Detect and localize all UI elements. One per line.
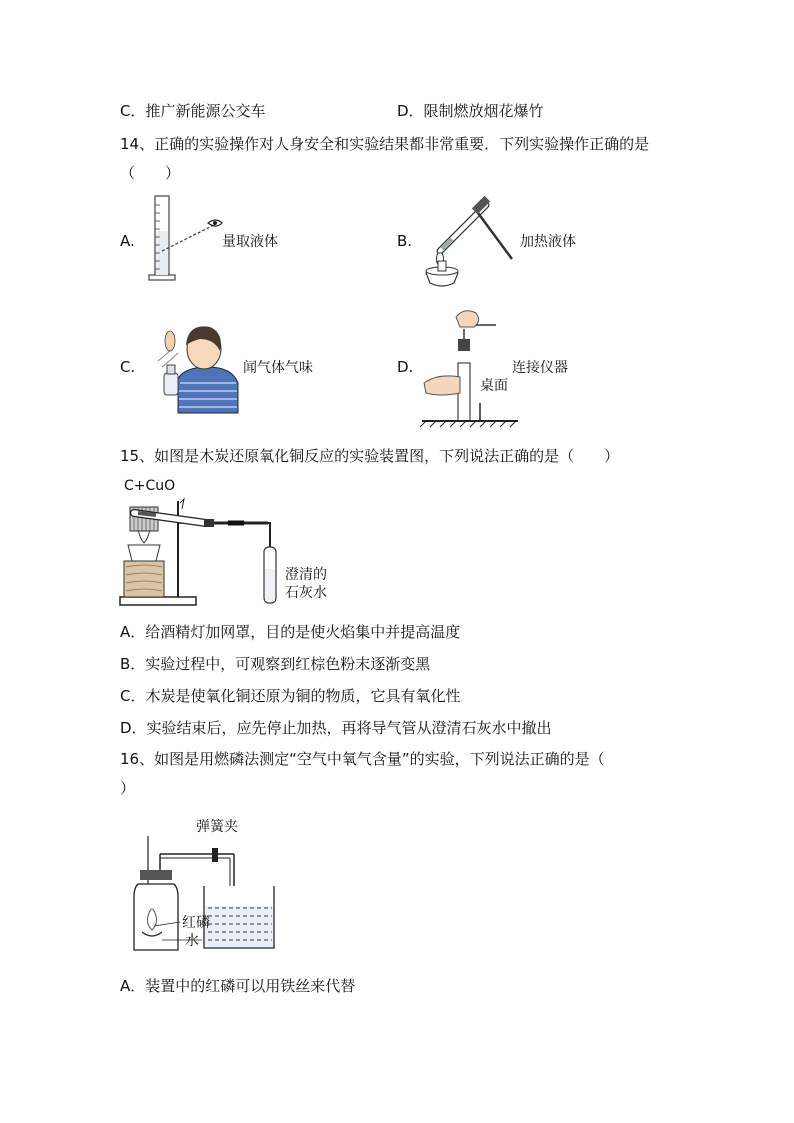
q15-option-c: C．木炭是使氧化铜还原为铜的物质，它具有氧化性 (120, 687, 461, 705)
heating-liquid-figure (422, 191, 522, 295)
fig-label-water: 水 (185, 933, 199, 949)
q14-option-a-letter: A. (120, 232, 135, 250)
q13-option-c: C．推广新能源公交车 (120, 102, 266, 120)
q14-option-d-letter: D. (397, 358, 414, 376)
fig-label-limewater-2: 石灰水 (285, 585, 327, 601)
q15-option-a: A．给酒精灯加网罩，目的是使火焰集中并提高温度 (120, 623, 461, 641)
fig-label-red-phosphorus: 红磷 (182, 915, 210, 931)
q15-stem: 15、如图是木炭还原氧化铜反应的实验装置图，下列说法正确的是（ ） (120, 447, 620, 465)
q14-option-c-caption: 闻气体气味 (243, 360, 313, 376)
q16-stem-line1: 16、如图是用燃磷法测定“空气中氧气含量”的实验，下列说法正确的是（ (120, 750, 605, 768)
q14-option-d-caption: 连接仪器 (512, 360, 568, 376)
q15-option-b: B．实验过程中，可观察到红棕色粉末逐渐变黑 (120, 655, 431, 673)
q16-option-a: A．装置中的红磷可以用铁丝来代替 (120, 977, 356, 995)
q16-stem-line2: ） (120, 779, 136, 797)
connecting-apparatus-figure (420, 303, 520, 427)
q14-answer-paren: （ ） (120, 164, 181, 182)
q14-option-c-letter: C. (120, 358, 136, 376)
q15-option-d: D．实验结束后，应先停止加热，再将导气管从澄清石灰水中撤出 (120, 719, 552, 737)
phosphorus-combustion-apparatus-figure (128, 836, 278, 952)
fig-label-spring-clip: 弹簧夹 (196, 819, 238, 835)
q13-option-d: D．限制燃放烟花爆竹 (397, 102, 544, 120)
graduated-cylinder-figure (146, 193, 226, 283)
fig-label-limewater-1: 澄清的 (285, 567, 327, 583)
q14-option-b-caption: 加热液体 (520, 234, 576, 250)
smelling-gas-figure (148, 317, 243, 415)
q14-option-b-letter: B. (397, 232, 413, 250)
desk-label: 桌面 (480, 378, 508, 394)
q14-stem: 14、正确的实验操作对人身安全和实验结果都非常重要．下列实验操作正确的是 (120, 135, 650, 153)
fig-label-reactants: C+CuO (124, 478, 176, 494)
q14-option-a-caption: 量取液体 (222, 234, 278, 250)
